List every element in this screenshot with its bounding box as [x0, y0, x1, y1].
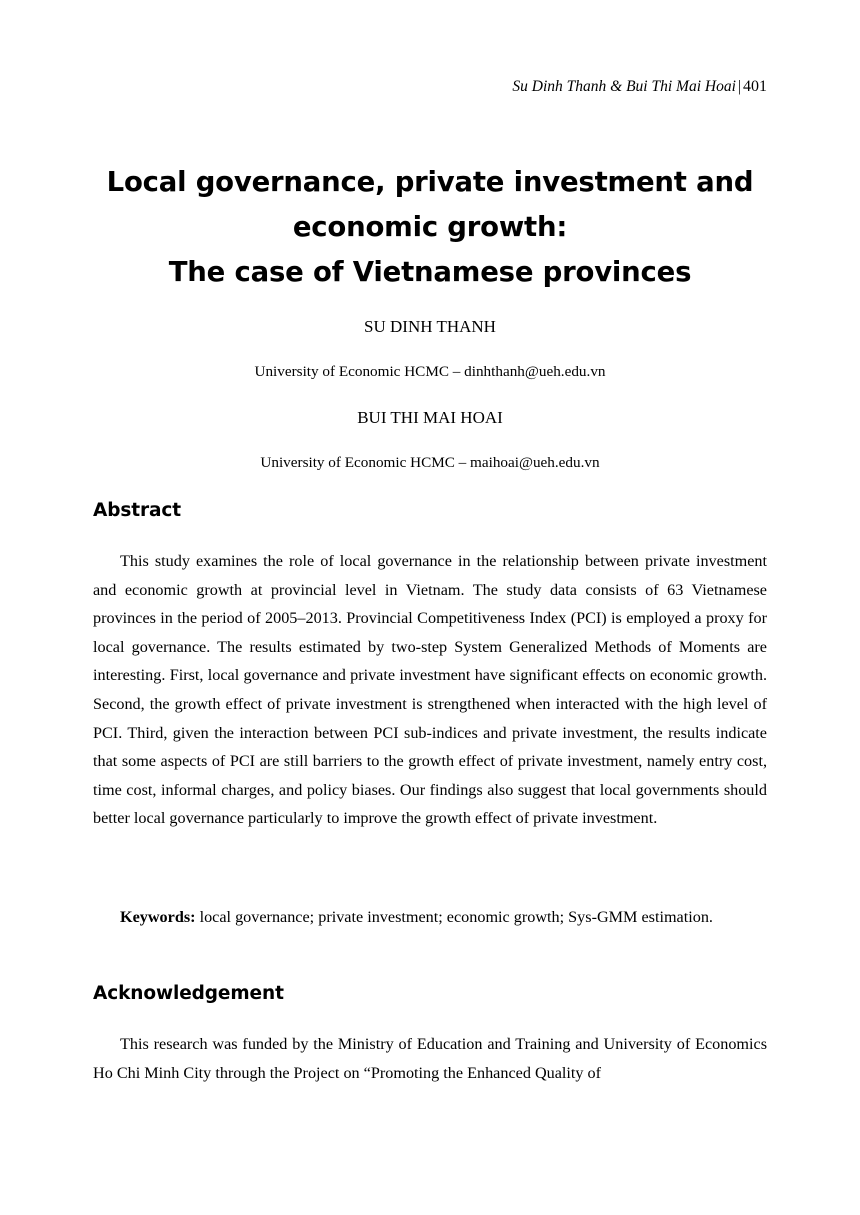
running-head-separator: | [737, 78, 741, 95]
author-name-1: SU DINH THANH [364, 317, 496, 336]
author-block [93, 315, 767, 474]
abstract-heading: Abstract [93, 500, 182, 521]
running-head-authors: Su Dinh Thanh & Bui Thi Mai Hoai [512, 78, 736, 95]
keywords-label: Keywords: [120, 908, 196, 926]
title-line-2: economic growth: [292, 211, 568, 243]
acknowledgement-body-wrap [93, 1030, 767, 1087]
keywords-list: local governance; private investment; economic growth; Sys-GMM estimation. [199, 908, 713, 926]
running-head [93, 77, 767, 97]
author-affiliation-2: University of Economic HCMC – maihoai@ueh.edu.vn [260, 454, 600, 471]
title-line-1: Local governance, private investment and [106, 166, 754, 198]
page-title [93, 160, 767, 295]
title-line-3: The case of Vietnamese provinces [168, 256, 692, 288]
acknowledgement-heading: Acknowledgement [93, 983, 284, 1004]
abstract-paragraph: This study examines the role of local governance in the relationship between private investment and economic growth at provincial level in Vietnam. The study data consists of 63 Vietnamese provinces in the period of 2005–2013. Provincial Competitiveness Index (PCI) is employed a proxy for local governance. The results estimated by two-step System Generalized Methods of Moments are interesting. First, local governance and private investment have significant effects on economic growth. Second, the growth effect of private investment is strengthened when interacted with the high level of PCI. Third, given the interaction between PCI sub-indices and private investment, the results indicate that some aspects of PCI are still barriers to the growth effect of private investment, namely entry cost, time cost, informal charges, and policy biases. Our findings also suggest that local governments should better local governance particularly to improve the growth effect of private investment. [93, 552, 767, 828]
acknowledgement-section-heading-wrap [93, 982, 767, 1006]
abstract-section-heading-wrap [93, 499, 767, 523]
acknowledgement-paragraph: This research was funded by the Ministry of Education and Training and University of Economics Ho Chi Minh City through the Project on “Promoting the Enhanced Quality of [93, 1035, 767, 1082]
author-spacer [93, 383, 767, 406]
page-number: 401 [743, 78, 767, 95]
author-affiliation-1: University of Economic HCMC – dinhthanh@ueh.edu.vn [254, 363, 606, 380]
keywords-wrap [93, 903, 767, 932]
abstract-body-wrap [93, 547, 767, 833]
author-name-2: BUI THI MAI HOAI [357, 408, 503, 427]
keywords-paragraph [93, 903, 767, 932]
